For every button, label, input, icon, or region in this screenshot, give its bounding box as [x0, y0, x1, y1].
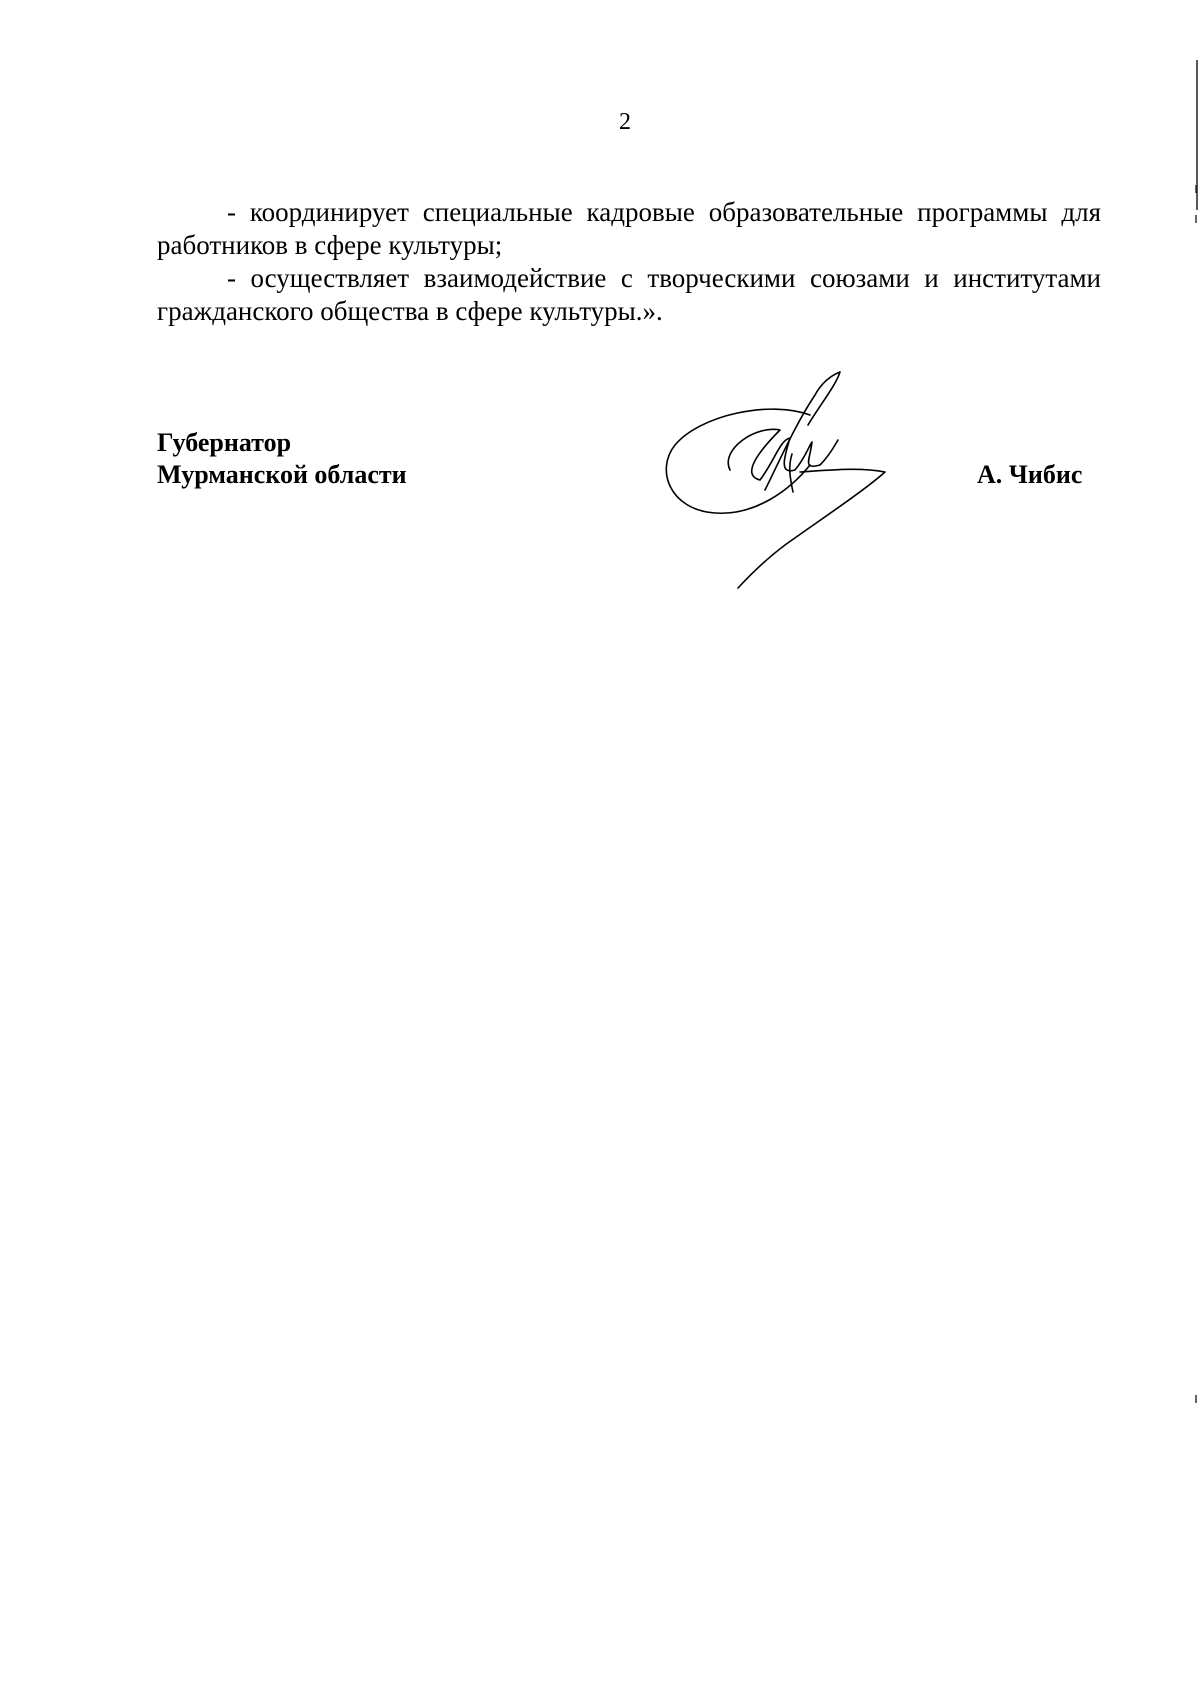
signatory-title: [157, 427, 407, 491]
scan-edge-mark: [1195, 1395, 1197, 1403]
body-text: [157, 196, 1101, 328]
scan-edge-mark: [1195, 185, 1197, 193]
signature-scribble-stroke: [728, 429, 838, 480]
scan-edge-mark: [1195, 215, 1197, 223]
handwritten-signature: [660, 370, 950, 600]
signatory-title-line-2: Мурманской области: [157, 460, 407, 489]
signature-sweep-stroke: [738, 469, 885, 588]
signatory-title-line-1: Губернатор: [157, 428, 292, 457]
signatory-name: А. Чибис: [977, 460, 1083, 489]
paragraph-interaction-unions: - осуществляет взаимодействие с творческими союзами и институтами гражданского общества в сфере культуры.».: [157, 263, 1101, 326]
page-number: 2: [619, 109, 631, 135]
paragraph-coordinates-programs: - координирует специальные кадровые образовательные программы для работников в сфере культуры;: [157, 197, 1101, 260]
signature-loop-stroke: [666, 409, 810, 513]
